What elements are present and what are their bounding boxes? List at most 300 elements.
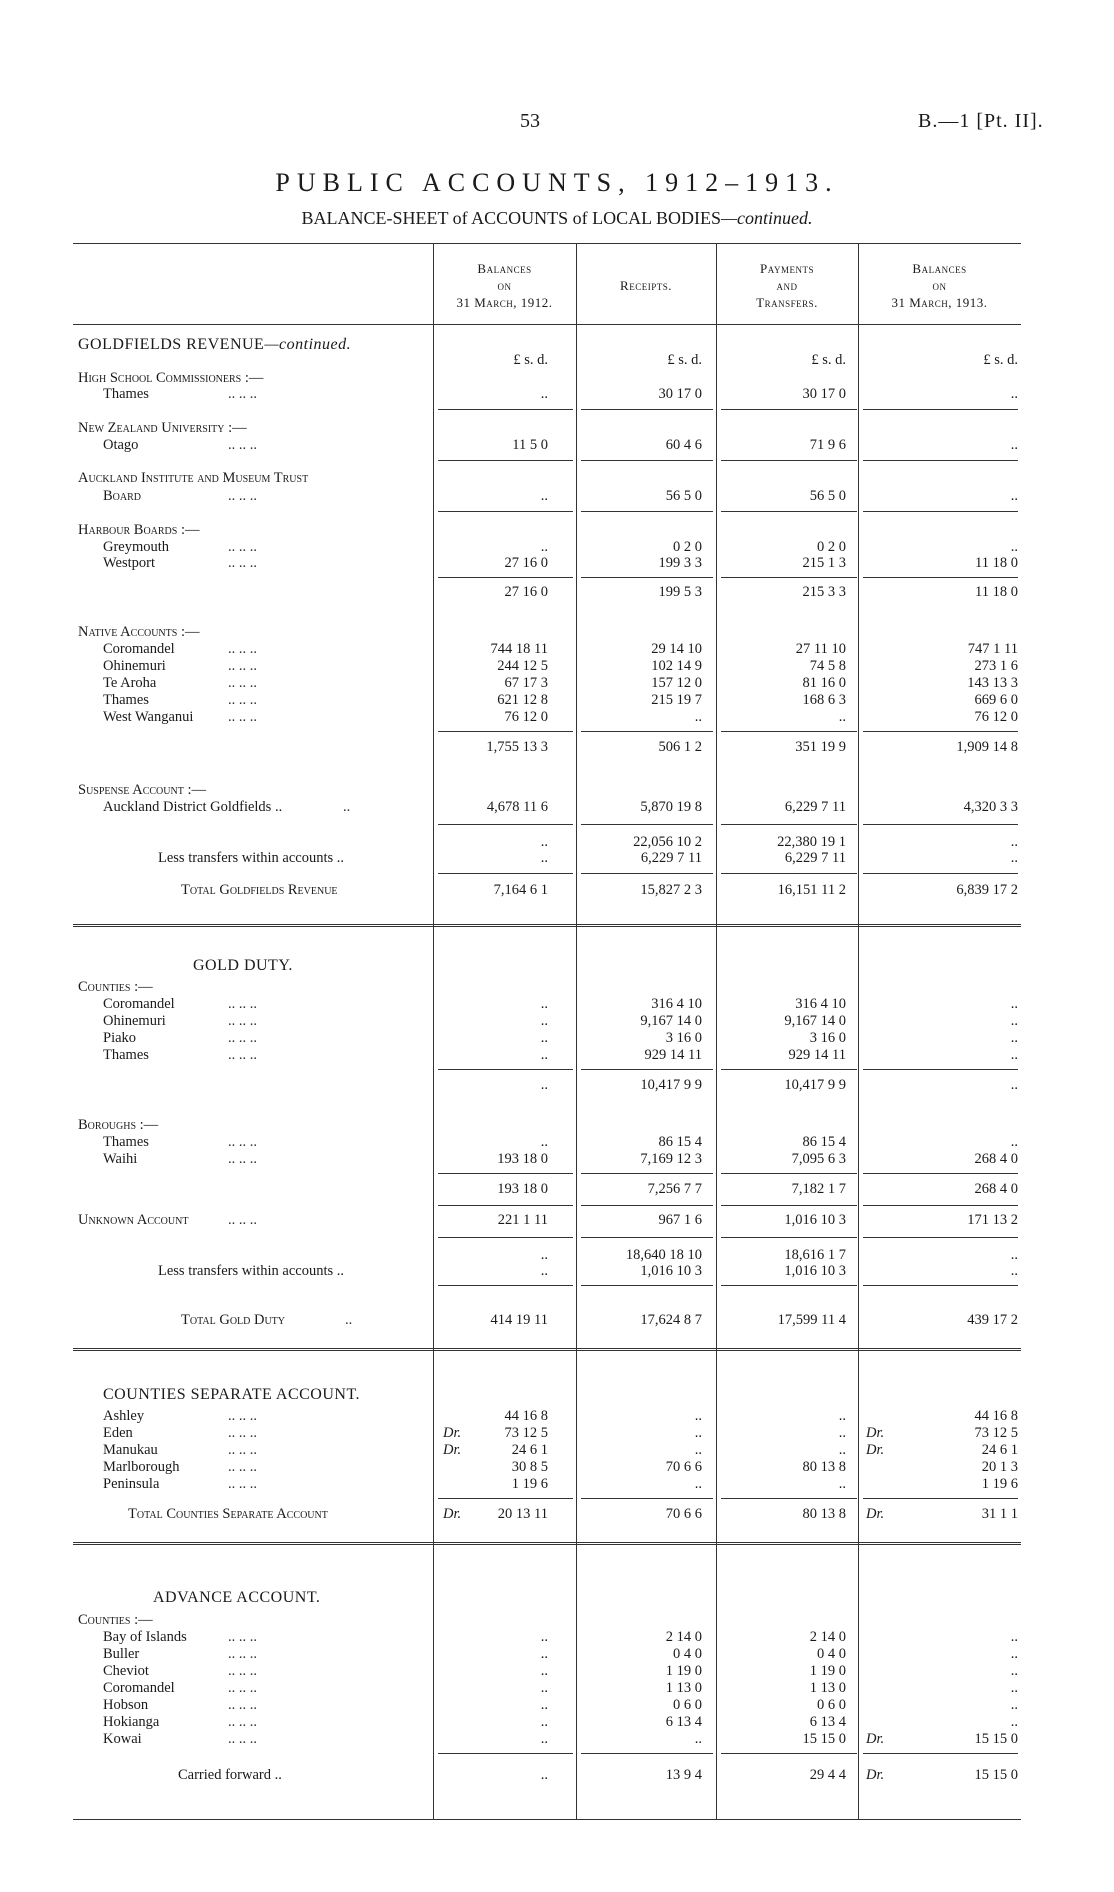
cell-balance-1912: 1 19 6 — [511, 1476, 548, 1492]
table-row — [73, 1646, 1021, 1663]
cell-balance-1912: 1,755 13 3 — [486, 739, 548, 755]
dot-leader: .. .. .. — [228, 1013, 257, 1029]
cell-receipts: 1,016 10 3 — [640, 1263, 702, 1279]
cell-receipts: 506 1 2 — [658, 739, 702, 755]
table-row — [73, 1442, 1021, 1459]
debit-marker: Dr. — [443, 1506, 462, 1522]
cell-balance-1913: .. — [1010, 1030, 1018, 1046]
cell-payments: 215 1 3 — [802, 555, 846, 571]
col-header-line: and — [776, 278, 798, 293]
cell-payments: .. — [838, 1442, 846, 1458]
cell-receipts: 86 15 4 — [658, 1134, 702, 1150]
rule — [438, 1069, 573, 1070]
cell-balance-1913: 20 1 3 — [981, 1459, 1018, 1475]
group-label-text: Harbour Boards :— — [78, 522, 200, 538]
cell-balance-1913: 439 17 2 — [967, 1312, 1018, 1328]
cell-balance-1913: 11 18 0 — [975, 584, 1018, 600]
table-row — [73, 692, 1021, 709]
dot-leader: .. .. .. — [228, 437, 257, 453]
cell-receipts: 967 1 6 — [658, 1212, 702, 1228]
row-label: Eden — [103, 1425, 133, 1441]
group-label-text: High School Commissioners :— — [78, 370, 264, 386]
row-label: Coromandel — [103, 641, 175, 657]
rule — [438, 731, 573, 732]
cell-payments: 30 17 0 — [802, 386, 846, 402]
table-row — [73, 799, 1021, 816]
dot-leader: .. .. .. — [228, 1663, 257, 1679]
dot-leader: .. — [343, 799, 351, 815]
row-label: Coromandel — [103, 996, 175, 1012]
cell-receipts: 7,169 12 3 — [640, 1151, 702, 1167]
section-title-advance-account: ADVANCE ACCOUNT. — [153, 1589, 321, 1606]
cell-balance-1913: .. — [1010, 850, 1018, 866]
rule — [581, 1237, 713, 1238]
units-row — [73, 352, 1021, 369]
row-label: Marlborough — [103, 1459, 180, 1475]
cell-balance-1912: 7,164 6 1 — [493, 882, 548, 898]
cell-balance-1912: 73 12 5 — [504, 1425, 548, 1441]
cell-receipts: 6,229 7 11 — [640, 850, 702, 866]
rule — [863, 1237, 1018, 1238]
cell-receipts: .. — [694, 1442, 702, 1458]
cell-receipts: 5,870 19 8 — [640, 799, 702, 815]
col-header-line: 31 March, 1913. — [891, 295, 988, 310]
rule — [581, 731, 713, 732]
cell-payments: .. — [838, 1425, 846, 1441]
cell-balance-1912: 193 18 0 — [497, 1181, 548, 1197]
cell-payments: 0 4 0 — [817, 1646, 846, 1662]
cell-receipts: 316 4 10 — [651, 996, 702, 1012]
cell-balance-1912: 44 16 8 — [504, 1408, 548, 1424]
table-row — [73, 437, 1021, 454]
cell-balance-1913: .. — [1010, 1714, 1018, 1730]
cell-balance-1912: 76 12 0 — [504, 709, 548, 725]
row-label: Te Aroha — [103, 675, 157, 691]
group-label — [73, 782, 1021, 799]
rule — [581, 1753, 713, 1754]
debit-marker: Dr. — [866, 1442, 885, 1458]
cell-balance-1912: .. — [540, 1013, 548, 1029]
subtotal-row — [73, 584, 1021, 601]
rule — [863, 1285, 1018, 1286]
cell-payments: 17,599 11 4 — [777, 1312, 846, 1328]
rule — [581, 873, 713, 874]
rule — [438, 577, 573, 578]
cell-payments: 15 15 0 — [802, 1731, 846, 1747]
cell-balance-1913: 15 15 0 — [974, 1767, 1018, 1783]
subtotal-row — [73, 1181, 1021, 1198]
row-label: Cheviot — [103, 1663, 149, 1679]
row-label: Unknown Account — [78, 1212, 189, 1228]
debit-marker: Dr. — [866, 1767, 885, 1783]
cell-balance-1913: 268 4 0 — [974, 1181, 1018, 1197]
cell-payments: 1 19 0 — [809, 1663, 846, 1679]
group-label — [73, 370, 1021, 387]
dot-leader: .. .. .. — [228, 1646, 257, 1662]
rule — [721, 511, 857, 512]
units-label: £ s. d. — [667, 352, 702, 368]
group-label — [73, 1612, 1021, 1629]
row-label: Greymouth — [103, 539, 170, 555]
col-header-line: on — [497, 278, 512, 293]
section-title-gold-duty: GOLD DUTY. — [193, 957, 293, 974]
table-row — [73, 1030, 1021, 1047]
cell-balance-1913: 1,909 14 8 — [956, 739, 1018, 755]
section-separator — [73, 1348, 1021, 1351]
cell-balance-1913: 273 1 6 — [974, 658, 1018, 674]
table-row — [73, 488, 1021, 505]
rule — [863, 824, 1018, 825]
cell-receipts: 3 16 0 — [665, 1030, 702, 1046]
row-label: Ohinemuri — [103, 658, 166, 674]
section-heading-cont: —continued. — [264, 336, 352, 353]
dot-leader: .. — [345, 1312, 353, 1328]
dot-leader: .. .. .. — [228, 1442, 257, 1458]
row-label: Less transfers within accounts .. — [158, 1263, 345, 1279]
cell-receipts: 0 4 0 — [673, 1646, 702, 1662]
sum-row — [73, 834, 1021, 851]
rule — [863, 511, 1018, 512]
subtotal-row — [73, 1077, 1021, 1094]
dot-leader: .. .. .. — [228, 996, 257, 1012]
rule — [581, 1173, 713, 1174]
table-row — [73, 1212, 1021, 1229]
cell-balance-1913: .. — [1010, 488, 1018, 504]
cell-payments: 7,095 6 3 — [791, 1151, 846, 1167]
rule — [438, 1173, 573, 1174]
cell-balance-1912: 4,678 11 6 — [486, 799, 548, 815]
row-label: Peninsula — [103, 1476, 160, 1492]
row-label: Thames — [103, 1047, 149, 1063]
cell-balance-1913: .. — [1010, 834, 1018, 850]
cell-balance-1912: .. — [540, 488, 548, 504]
dot-leader: .. .. .. — [228, 555, 257, 571]
cell-receipts: 9,167 14 0 — [640, 1013, 702, 1029]
table-row — [73, 1013, 1021, 1030]
column-header-balances-1913 — [858, 260, 1021, 311]
cell-balance-1913: 76 12 0 — [974, 709, 1018, 725]
row-label: Otago — [103, 437, 139, 453]
table-row — [73, 1151, 1021, 1168]
row-label: Bay of Islands — [103, 1629, 187, 1645]
cell-receipts: .. — [694, 1408, 702, 1424]
row-label: West Wanganui — [103, 709, 194, 725]
column-header-payments — [716, 260, 858, 311]
cell-receipts: 18,640 18 10 — [625, 1247, 702, 1263]
cell-receipts: 1 19 0 — [665, 1663, 702, 1679]
cell-payments: 10,417 9 9 — [784, 1077, 846, 1093]
cell-payments: 1,016 10 3 — [784, 1263, 846, 1279]
cell-balance-1913: .. — [1010, 437, 1018, 453]
dot-leader: .. .. .. — [228, 1459, 257, 1475]
cell-payments: 0 2 0 — [817, 539, 846, 555]
row-label: Coromandel — [103, 1680, 175, 1696]
cell-payments: 316 4 10 — [795, 996, 846, 1012]
cell-balance-1913: 31 1 1 — [981, 1506, 1018, 1522]
rule — [581, 1285, 713, 1286]
dot-leader: .. .. .. — [228, 658, 257, 674]
rule — [721, 409, 857, 410]
rule — [581, 409, 713, 410]
cell-receipts: 0 6 0 — [673, 1697, 702, 1713]
subtitle-main: BALANCE-SHEET of ACCOUNTS of LOCAL BODIES — [301, 208, 721, 228]
page-title: PUBLIC ACCOUNTS, 1912–1913. — [275, 168, 839, 197]
cell-receipts: 29 14 10 — [651, 641, 702, 657]
group-label-text: Counties :— — [78, 1612, 153, 1628]
cell-balance-1912: 744 18 11 — [490, 641, 548, 657]
cell-receipts: 10,417 9 9 — [640, 1077, 702, 1093]
table-row — [73, 641, 1021, 658]
cell-balance-1912: .. — [540, 1030, 548, 1046]
cell-balance-1912: .. — [540, 1680, 548, 1696]
cell-receipts: 17,624 8 7 — [640, 1312, 702, 1328]
cell-balance-1912: .. — [540, 1646, 548, 1662]
cell-receipts: 70 6 6 — [665, 1506, 702, 1522]
cell-balance-1913: .. — [1010, 539, 1018, 555]
rule — [721, 1069, 857, 1070]
table-row — [73, 386, 1021, 403]
cell-receipts: .. — [694, 709, 702, 725]
cell-payments: 29 4 4 — [809, 1767, 846, 1783]
cell-payments: 6,229 7 11 — [784, 850, 846, 866]
total-row — [73, 1312, 1021, 1329]
cell-receipts: 60 4 6 — [665, 437, 702, 453]
row-label: Waihi — [103, 1151, 138, 1167]
carried-forward-row — [73, 1767, 1021, 1784]
rule — [581, 824, 713, 825]
total-label: Total Goldfields Revenue — [181, 882, 338, 898]
col-header-line: on — [932, 278, 947, 293]
cell-balance-1912: 11 5 0 — [512, 437, 548, 453]
dot-leader: .. .. .. — [228, 692, 257, 708]
total-label: Total Gold Duty — [181, 1312, 286, 1328]
cell-payments: 81 16 0 — [802, 675, 846, 691]
rule — [438, 1205, 573, 1206]
cell-balance-1912: 244 12 5 — [497, 658, 548, 674]
cell-balance-1912: 27 16 0 — [504, 555, 548, 571]
cell-receipts: .. — [694, 1731, 702, 1747]
rule — [438, 1753, 573, 1754]
table-row — [73, 1697, 1021, 1714]
table-row — [73, 675, 1021, 692]
table-row — [73, 709, 1021, 726]
debit-marker: Dr. — [866, 1425, 885, 1441]
cell-receipts: 15,827 2 3 — [640, 882, 702, 898]
header-rule — [73, 324, 1021, 325]
section-separator — [73, 924, 1021, 927]
rule — [438, 873, 573, 874]
dot-leader: .. .. .. — [228, 1731, 257, 1747]
dot-leader: .. .. .. — [228, 1134, 257, 1150]
page-number: 53 — [520, 110, 540, 132]
cell-balance-1913: .. — [1010, 386, 1018, 402]
rule — [721, 1205, 857, 1206]
dot-leader: .. .. .. — [228, 709, 257, 725]
cell-balance-1913: .. — [1010, 1663, 1018, 1679]
sum-row — [73, 1247, 1021, 1264]
rule — [438, 1285, 573, 1286]
table-row — [73, 1663, 1021, 1680]
rule — [438, 460, 573, 461]
cell-receipts: 102 14 9 — [651, 658, 702, 674]
cell-receipts: 2 14 0 — [665, 1629, 702, 1645]
cell-receipts: 929 14 11 — [644, 1047, 702, 1063]
cell-balance-1913: .. — [1010, 1680, 1018, 1696]
cell-receipts: 7,256 7 7 — [647, 1181, 702, 1197]
row-label: Manukau — [103, 1442, 158, 1458]
cell-balance-1912: .. — [540, 1731, 548, 1747]
rule — [438, 409, 573, 410]
table-row — [73, 1629, 1021, 1646]
rule — [721, 824, 857, 825]
cell-balance-1913: .. — [1010, 996, 1018, 1012]
rule — [721, 460, 857, 461]
dot-leader: .. .. .. — [228, 1476, 257, 1492]
rule — [721, 873, 857, 874]
cell-balance-1913: 73 12 5 — [974, 1425, 1018, 1441]
section-title-counties-separate: COUNTIES SEPARATE ACCOUNT. — [103, 1386, 361, 1403]
cell-receipts: 0 2 0 — [673, 539, 702, 555]
row-label: Thames — [103, 692, 149, 708]
row-label: Carried forward .. — [178, 1767, 282, 1783]
cell-balance-1912: 20 13 11 — [497, 1506, 548, 1522]
row-label: Board — [103, 488, 142, 504]
group-label-text: Auckland Institute and Museum Trust — [78, 470, 309, 486]
rule — [863, 731, 1018, 732]
cell-balance-1913: .. — [1010, 1263, 1018, 1279]
cell-balance-1913: 669 6 0 — [974, 692, 1018, 708]
cell-balance-1912: .. — [540, 1714, 548, 1730]
rule — [581, 511, 713, 512]
cell-payments: 1 13 0 — [809, 1680, 846, 1696]
dot-leader: .. .. .. — [228, 641, 257, 657]
dot-leader: .. .. .. — [228, 1629, 257, 1645]
table-row — [73, 1680, 1021, 1697]
rule — [581, 1069, 713, 1070]
rule — [863, 1205, 1018, 1206]
total-label: Total Counties Separate Account — [128, 1506, 328, 1522]
table-row — [73, 1408, 1021, 1425]
cell-payments: .. — [838, 1408, 846, 1424]
cell-payments: 86 15 4 — [802, 1134, 846, 1150]
cell-payments: 1,016 10 3 — [784, 1212, 846, 1228]
column-header-receipts — [576, 277, 716, 294]
row-label: Piako — [103, 1030, 137, 1046]
rule — [721, 1498, 857, 1499]
rule — [721, 1173, 857, 1174]
rule — [863, 460, 1018, 461]
rule — [721, 1285, 857, 1286]
rule — [438, 1237, 573, 1238]
cell-balance-1912: 27 16 0 — [504, 584, 548, 600]
cell-payments: .. — [838, 1476, 846, 1492]
row-label: Westport — [103, 555, 155, 571]
row-label: Thames — [103, 1134, 149, 1150]
section-heading: GOLDFIELDS REVENUE — [78, 336, 265, 353]
rule — [581, 1498, 713, 1499]
cell-payments: 6,229 7 11 — [784, 799, 846, 815]
col-header-line: Receipts. — [620, 278, 672, 293]
cell-payments: 71 9 6 — [809, 437, 846, 453]
cell-balance-1912: .. — [540, 996, 548, 1012]
col-header-line: Payments — [760, 261, 814, 276]
dot-leader: .. .. .. — [228, 386, 257, 402]
cell-balance-1912: .. — [540, 1077, 548, 1093]
row-label: Auckland District Goldfields .. — [103, 799, 283, 815]
cell-receipts: 13 9 4 — [665, 1767, 702, 1783]
cell-payments: 56 5 0 — [809, 488, 846, 504]
table-row — [73, 1425, 1021, 1442]
cell-balance-1913: 747 1 11 — [967, 641, 1018, 657]
dot-leader: .. .. .. — [228, 1030, 257, 1046]
rule — [863, 1069, 1018, 1070]
cell-balance-1913: .. — [1010, 1013, 1018, 1029]
cell-balance-1913: .. — [1010, 1697, 1018, 1713]
cell-balance-1912: .. — [540, 1697, 548, 1713]
cell-receipts: 22,056 10 2 — [633, 834, 702, 850]
section-separator — [73, 1542, 1021, 1545]
group-label-text: Counties :— — [78, 979, 153, 995]
group-label-text: Boroughs :— — [78, 1117, 159, 1133]
cell-balance-1912: .. — [540, 386, 548, 402]
row-label: Thames — [103, 386, 149, 402]
cell-receipts: .. — [694, 1476, 702, 1492]
rule — [721, 731, 857, 732]
cell-payments: 74 5 8 — [809, 658, 846, 674]
cell-receipts: 199 3 3 — [658, 555, 702, 571]
cell-balance-1912: 193 18 0 — [497, 1151, 548, 1167]
cell-balance-1913: 11 18 0 — [975, 555, 1018, 571]
cell-receipts: 6 13 4 — [665, 1714, 702, 1730]
cell-balance-1912: .. — [540, 1247, 548, 1263]
group-label — [73, 624, 1021, 641]
balance-sheet-table — [73, 243, 1021, 1820]
cell-receipts: 30 17 0 — [658, 386, 702, 402]
dot-leader: .. .. .. — [228, 1047, 257, 1063]
rule — [863, 409, 1018, 410]
rule — [581, 1205, 713, 1206]
cell-balance-1912: .. — [540, 1047, 548, 1063]
dot-leader: .. .. .. — [228, 1212, 257, 1228]
cell-balance-1913: 44 16 8 — [974, 1408, 1018, 1424]
cell-balance-1913: 1 19 6 — [981, 1476, 1018, 1492]
cell-receipts: 199 5 3 — [658, 584, 702, 600]
cell-payments: 7,182 1 7 — [791, 1181, 846, 1197]
less-transfers-row — [73, 850, 1021, 867]
document-reference: B.—1 [Pt. II]. — [918, 110, 1044, 132]
subtotal-row — [73, 739, 1021, 756]
cell-balance-1912: .. — [540, 1134, 548, 1150]
row-label: Less transfers within accounts .. — [158, 850, 345, 866]
dot-leader: .. .. .. — [228, 1408, 257, 1424]
total-row — [73, 882, 1021, 899]
dot-leader: .. .. .. — [228, 1151, 257, 1167]
cell-receipts: 215 19 7 — [651, 692, 702, 708]
cell-balance-1912: .. — [540, 1263, 548, 1279]
table-row — [73, 1134, 1021, 1151]
subtitle-continued: —continued. — [721, 208, 813, 228]
table-row — [73, 1476, 1021, 1493]
cell-payments: 6 13 4 — [809, 1714, 846, 1730]
cell-payments: 16,151 11 2 — [777, 882, 846, 898]
cell-payments: .. — [838, 709, 846, 725]
rule — [581, 460, 713, 461]
col-header-line: 31 March, 1912. — [456, 295, 553, 310]
rule — [438, 1498, 573, 1499]
cell-balance-1913: 24 6 1 — [981, 1442, 1018, 1458]
group-label-text: New Zealand University :— — [78, 420, 247, 436]
rule — [721, 1237, 857, 1238]
